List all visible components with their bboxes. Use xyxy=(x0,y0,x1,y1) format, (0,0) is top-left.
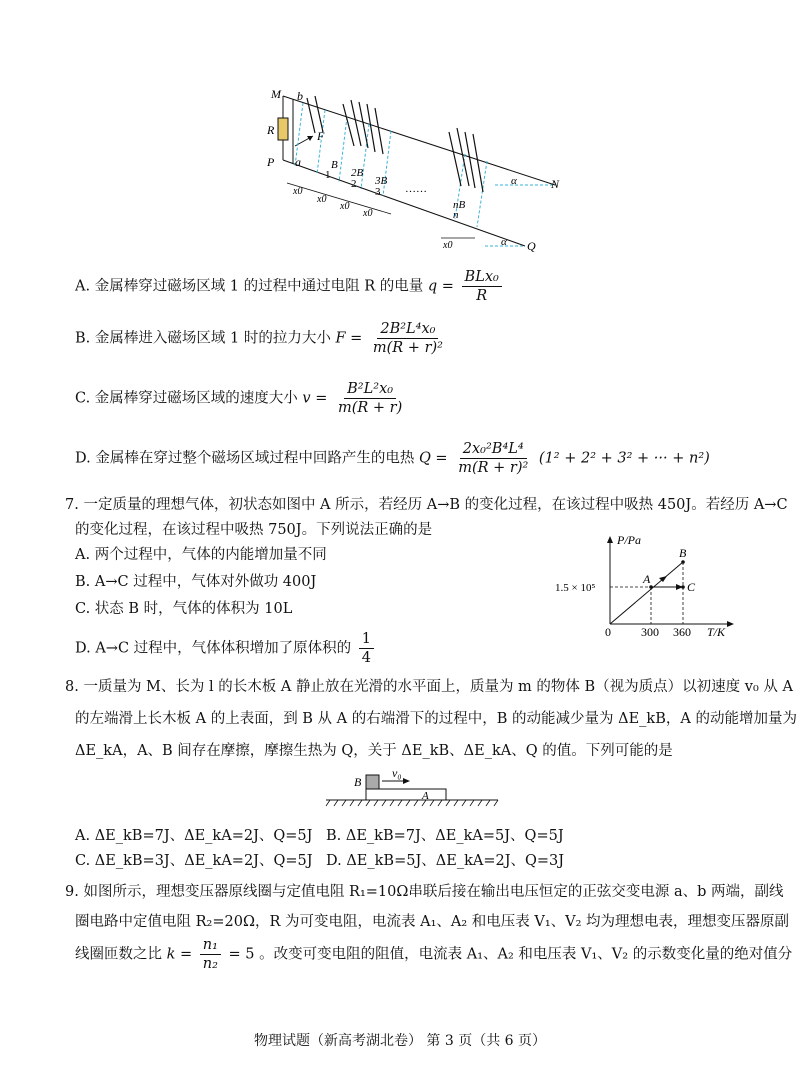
velocity-label: v₀ xyxy=(392,768,402,780)
q6-option-a-lhs: q = xyxy=(427,278,454,295)
fraction-numerator: 2B²L⁴x₀ xyxy=(377,320,438,339)
q7-stem-line2: 的变化过程，在该过程中吸热 750J。下列说法正确的是 xyxy=(75,522,433,538)
q6-option-c xyxy=(75,380,408,417)
point-c-label: C xyxy=(687,580,696,594)
q8-option-b: B. ΔE_kB=7J、ΔE_kA=5J、Q=5J xyxy=(326,828,564,844)
q7-stem-line1: 7. 一定质量的理想气体，初状态如图中 A 所示，若经历 A→B 的变化过程，在该过程中吸热 450J。若经历 A→C xyxy=(65,497,788,513)
q6-option-d-fraction xyxy=(455,440,531,477)
y-axis-label: P/Pa xyxy=(617,533,641,547)
y-tick-label: 1.5 × 10⁵ xyxy=(555,582,596,594)
x-tick-360: 360 xyxy=(673,625,691,639)
q8-stem-line1: 8. 一质量为 M、长为 l 的长木板 A 静止放在光滑的水平面上，质量为 m 的物体 B（视为质点）以初速度 v₀ 从 A xyxy=(65,679,793,695)
block-b-label: B xyxy=(354,775,362,789)
fraction-denominator: n₂ xyxy=(202,956,218,972)
svg-text:F: F xyxy=(317,129,325,143)
pressure-temperature-graph xyxy=(555,532,745,642)
fraction-denominator: m(R + r)² xyxy=(372,340,443,356)
svg-text:1: 1 xyxy=(325,169,331,181)
fraction-numerator: n₁ xyxy=(200,936,221,955)
x-tick-300: 300 xyxy=(641,625,659,639)
q6-option-b-lhs: F = xyxy=(335,330,363,347)
q6-option-c-fraction xyxy=(335,380,405,417)
q7-option-b: B. A→C 过程中，气体对外做功 400J xyxy=(75,574,317,590)
q6-option-d-tail: (1² + 2² + 3² + ··· + n²) xyxy=(538,450,710,467)
svg-text:N: N xyxy=(551,177,560,191)
q6-option-b-text: B. 金属棒进入磁场区域 1 时的拉力大小 xyxy=(75,330,331,347)
fraction-denominator: R xyxy=(476,288,488,304)
q6-option-a xyxy=(75,268,505,305)
x-axis-label: T/K xyxy=(707,625,726,639)
q9-stem-line2: 圈电路中定值电阻 R₂=20Ω，R 为可变电阻，电流表 A₁、A₂ 和电压表 V₁、V₂ 均为理想电表，理想变压器原副 xyxy=(75,914,790,930)
point-a-label: A xyxy=(643,572,651,586)
q8-option-d: D. ΔE_kB=5J、ΔE_kA=2J、Q=3J xyxy=(326,853,565,869)
svg-text:x0: x0 xyxy=(293,186,303,197)
q7-option-d-fraction xyxy=(359,630,374,667)
q8-option-a: A. ΔE_kB=7J、ΔE_kA=2J、Q=5J xyxy=(75,828,313,844)
magnetic-field-rails-figure xyxy=(255,88,575,258)
fraction-denominator: 4 xyxy=(361,650,371,666)
q7-option-a: A. 两个过程中，气体的内能增加量不同 xyxy=(75,547,327,563)
svg-text:……: …… xyxy=(405,183,427,195)
svg-text:b: b xyxy=(297,89,303,103)
q6-option-a-text: A. 金属棒穿过磁场区域 1 的过程中通过电阻 R 的电量 xyxy=(75,278,424,295)
fraction-numerator: 1 xyxy=(359,630,374,649)
q7-option-d xyxy=(75,630,377,667)
q8-option-c: C. ΔE_kB=3J、ΔE_kA=2J、Q=5J xyxy=(75,853,313,869)
svg-text:Q: Q xyxy=(527,239,536,253)
page-footer: 物理试题（新高考湖北卷） 第 3 页（共 6 页） xyxy=(253,1033,547,1049)
svg-text:a: a xyxy=(295,155,301,169)
turns-ratio-rhs: = 5 xyxy=(228,946,255,963)
svg-text:x0: x0 xyxy=(443,240,453,251)
q6-option-d-lhs: Q = xyxy=(418,450,448,467)
svg-text:B: B xyxy=(331,159,338,171)
q6-option-b-fraction xyxy=(370,320,446,357)
point-b-label: B xyxy=(679,546,687,560)
svg-text:α: α xyxy=(511,175,517,187)
q7-option-d-text: D. A→C 过程中，气体体积增加了原体积的 xyxy=(75,640,352,657)
q8-stem-line3: ΔE_kA，A、B 间存在摩擦，摩擦生热为 Q，关于 ΔE_kB、ΔE_kA、Q 的值。下列可能的是 xyxy=(75,743,673,759)
q6-option-b xyxy=(75,320,449,357)
q9-stem-line1: 9. 如图所示，理想变压器原线圈与定值电阻 R₁=10Ω串联后接在输出电压恒定的正弦交变电源 a、b 两端，副线 xyxy=(65,884,784,900)
q6-option-a-fraction xyxy=(462,268,502,305)
q8-stem-line2: 的左端滑上长木板 A 的上表面，到 B 从 A 的右端滑下的过程中，B 的动能减少量为 ΔE_kB，A 的动能增加量为 xyxy=(75,711,797,727)
svg-text:x0: x0 xyxy=(363,208,373,219)
fraction-denominator: m(R + r) xyxy=(337,400,403,416)
fraction-numerator: BLx₀ xyxy=(462,268,502,287)
svg-text:2B: 2B xyxy=(351,167,364,179)
turns-ratio-lhs: k = xyxy=(166,946,193,963)
svg-text:M: M xyxy=(271,88,281,101)
fraction-numerator: B²L²x₀ xyxy=(344,380,396,399)
q6-option-c-text: C. 金属棒穿过磁场区域的速度大小 xyxy=(75,390,298,407)
fraction-numerator: 2x₀²B⁴L⁴ xyxy=(460,440,527,459)
fraction-denominator: m(R + r)² xyxy=(458,460,529,476)
svg-text:n: n xyxy=(453,209,459,221)
svg-text:nB: nB xyxy=(453,199,466,211)
svg-text:x0: x0 xyxy=(317,194,327,205)
svg-text:3B: 3B xyxy=(375,175,388,187)
q9-stem-line3 xyxy=(75,936,792,973)
origin-label: 0 xyxy=(605,625,611,639)
q6-option-d-text: D. 金属棒在穿过整个磁场区域过程中回路产生的电热 xyxy=(75,450,415,467)
board-block-figure xyxy=(322,768,502,818)
svg-text:P: P xyxy=(267,155,275,169)
svg-text:3: 3 xyxy=(375,186,381,198)
svg-text:α: α xyxy=(501,236,507,248)
board-a-label: A xyxy=(422,790,429,802)
svg-text:x0: x0 xyxy=(340,201,350,212)
q7-option-c: C. 状态 B 时，气体的体积为 10L xyxy=(75,601,293,617)
q9-stem-line3-start: 线圈匝数之比 xyxy=(75,946,162,963)
q6-option-c-lhs: v = xyxy=(302,390,328,407)
svg-text:2: 2 xyxy=(351,178,357,190)
q9-stem-line3-end: 。改变可变电阻的阻值，电流表 A₁、A₂ 和电压表 V₁、V₂ 的示数变化量的绝对值分 xyxy=(259,946,793,963)
svg-text:R: R xyxy=(267,123,275,137)
turns-ratio-fraction xyxy=(200,936,221,973)
q6-option-d xyxy=(75,440,710,477)
